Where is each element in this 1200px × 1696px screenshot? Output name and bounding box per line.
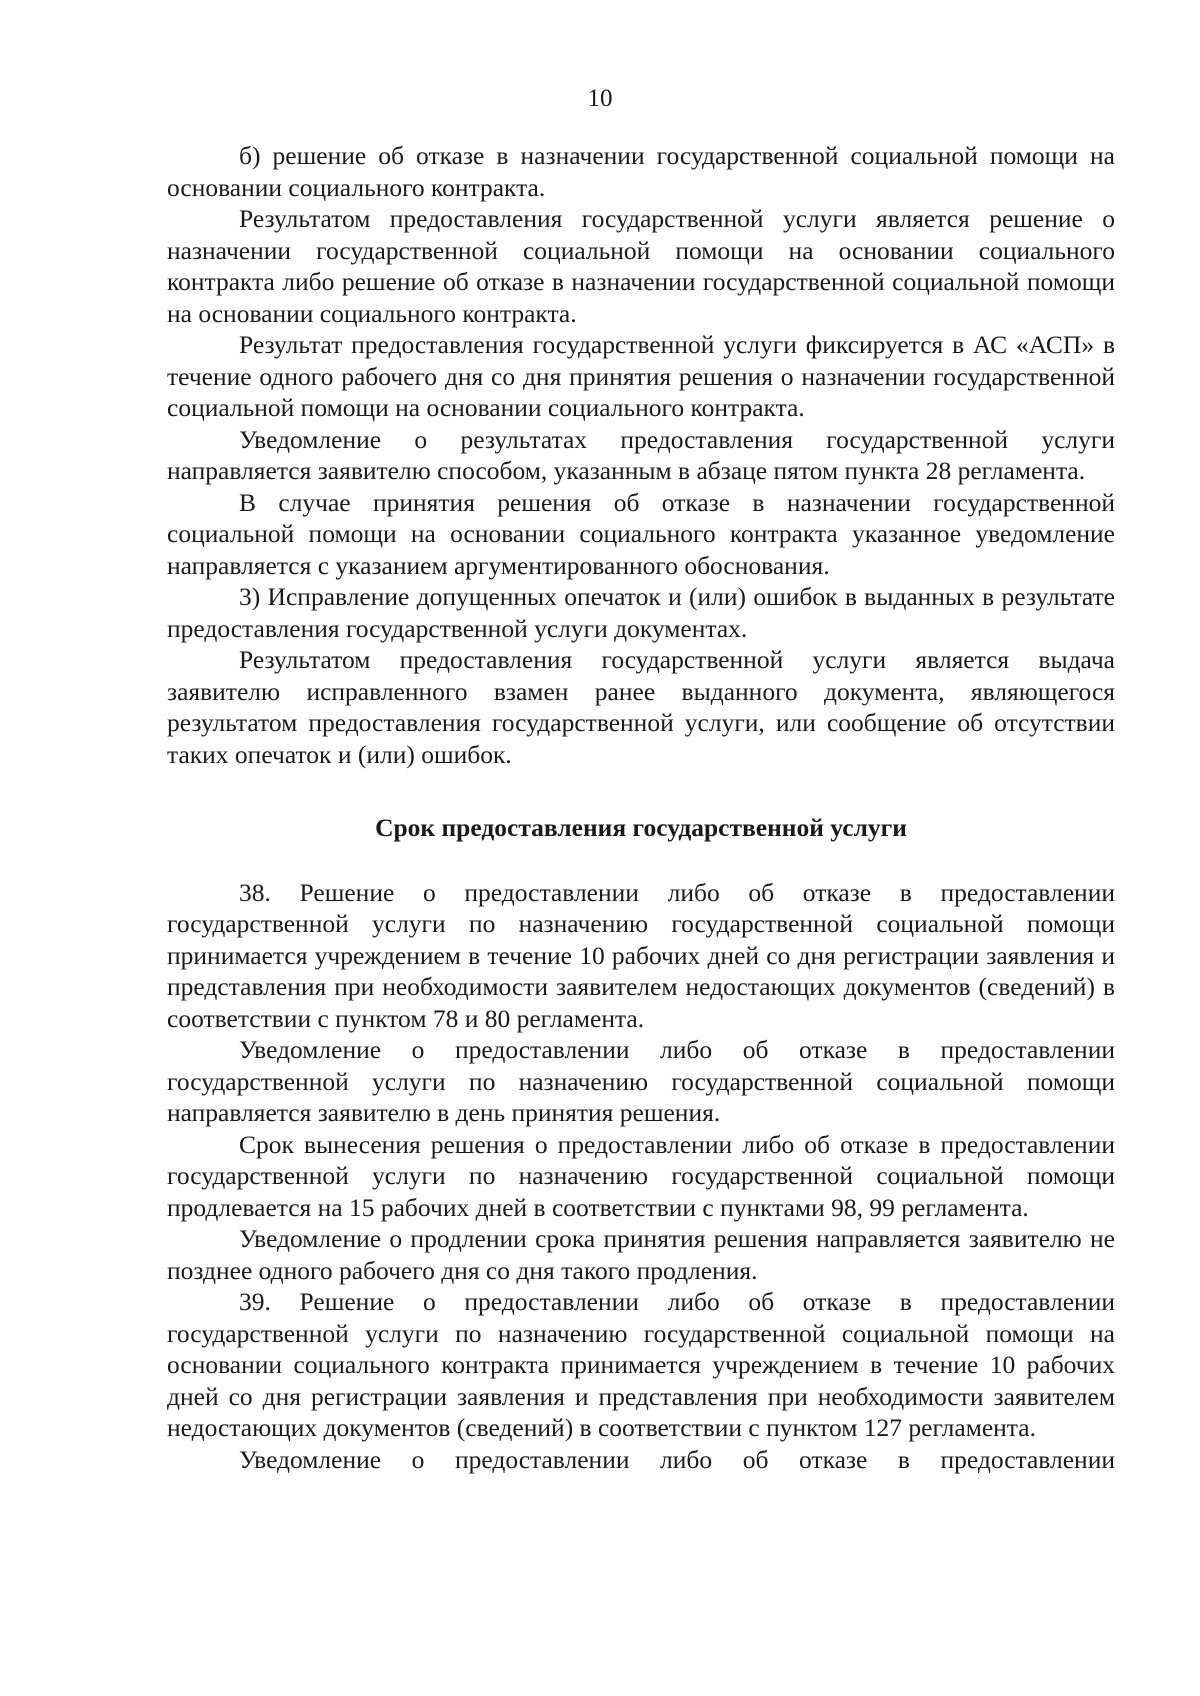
page-number: 10 bbox=[587, 85, 613, 112]
paragraph-term-extension: Срок вынесения решения о предоставлении либо об отказе в предоставлении государственной услуги по назначению государственной социальной помощи продлевается на 15 рабочих дней в соответствии с пунктами 98, 99 регламента. bbox=[167, 1129, 1115, 1222]
paragraph-decision-notification: Уведомление о предоставлении либо об отказе в предоставлении государственной услуги по назначению государственной социальной помощи направляется заявителю в день принятия решения. bbox=[167, 1035, 1115, 1127]
paragraph-item-39: 39. Решение о предоставлении либо об отказе в предоставлении государственной услуги по назначению государственной социальной помощи на основании социального контракта принимается учреждением в течение 10 рабочих дней со дня регистрации заявления и представления при необходимости заявителем недостающих документов (сведений) в соответствии с пунктом 127 регламента. bbox=[167, 1287, 1115, 1442]
paragraph-extension-notification: Уведомление о продлении срока принятия решения направляется заявителю не позднее одного рабочего дня со дня такого продления. bbox=[167, 1224, 1115, 1285]
paragraph-result-notification: Уведомление о результатах предоставления государственной услуги направляется заявителю способом, указанным в абзаце пятом пункта 28 регламента. bbox=[167, 424, 1115, 485]
paragraph-error-correction: 3) Исправление допущенных опечаток и (или) ошибок в выданных в результате предоставления государственной услуги документах. bbox=[167, 582, 1115, 643]
paragraph-result-recorded: Результат предоставления государственной услуги фиксируется в АС «АСП» в течение одного рабочего дня со дня принятия решения о назначении государственной социальной помощи на основании социального контракта. bbox=[167, 330, 1115, 422]
paragraph-continued-notification: Уведомление о предоставлении либо об отказе в предоставлении bbox=[239, 1444, 1115, 1474]
paragraph-correction-result: Результатом предоставления государственной услуги является выдача заявителю исправленного взамен ранее выданного документа, являющегося результатом предоставления государственной услуги, или сообщение об отсутствии таких опечаток и (или) ошибок. bbox=[167, 645, 1115, 769]
section-heading: Срок предоставления государственной услуги bbox=[375, 813, 907, 842]
paragraph-service-result: Результатом предоставления государственной услуги является решение о назначении государственной социальной помощи на основании социального контракта либо решение об отказе в назначении государственной социальной помощи на основании социального контракта. bbox=[167, 204, 1115, 328]
paragraph-refusal-decision: б) решение об отказе в назначении государственной социальной помощи на основании социального контракта. bbox=[167, 141, 1115, 202]
paragraph-refusal-notification: В случае принятия решения об отказе в назначении государственной социальной помощи на основании социального контракта указанное уведомление направляется с указанием аргументированного обоснования. bbox=[167, 487, 1115, 580]
paragraph-item-38: 38. Решение о предоставлении либо об отказе в предоставлении государственной услуги по назначению государственной социальной помощи принимается учреждением в течение 10 рабочих дней со дня регистрации заявления и представления при необходимости заявителем недостающих документов (сведений) в соответствии с пунктом 78 и 80 регламента. bbox=[167, 877, 1115, 1033]
document-body bbox=[167, 140, 1115, 1475]
